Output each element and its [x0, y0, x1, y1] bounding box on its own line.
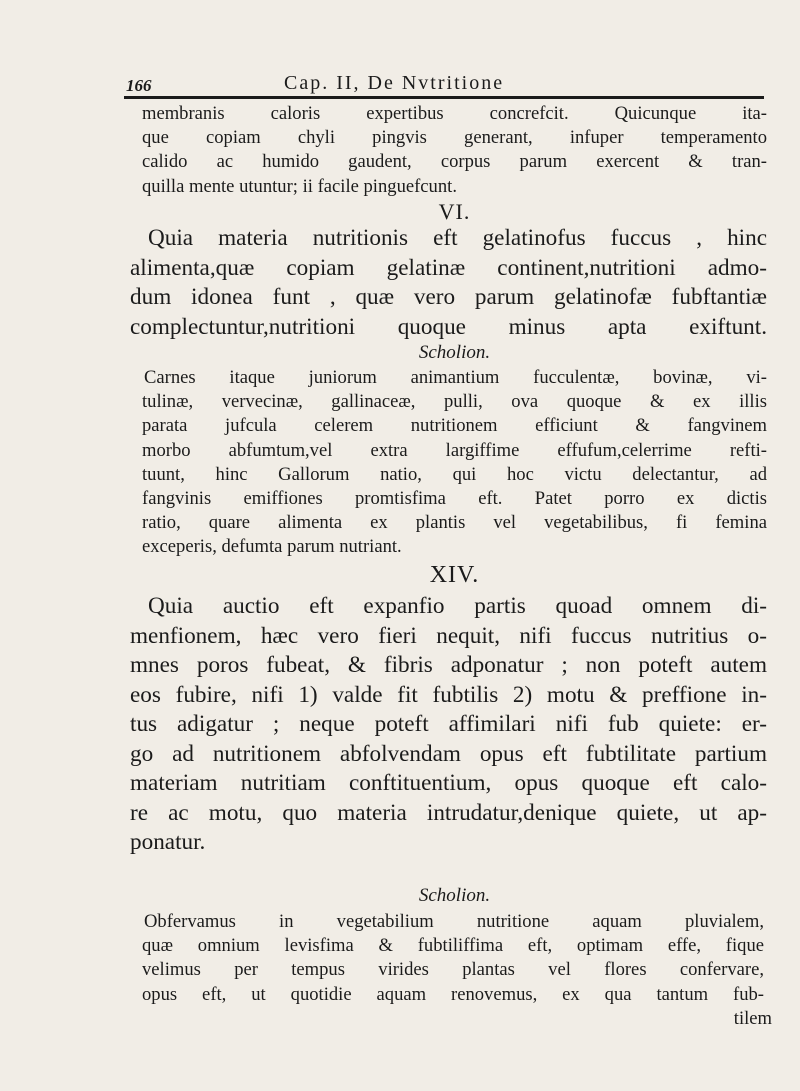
text-line: Carnes itaque juniorum animantium fucculentæ, bovinæ, vi-: [144, 367, 767, 388]
text-line: calido ac humido gaudent, corpus parum exercent & tran-: [142, 151, 767, 173]
text-line: opus eft, ut quotidie aquam renovemus, ex qua tantum fub-: [142, 983, 764, 1005]
catchword: tilem: [733, 1008, 772, 1029]
text-line: complectuntur,nutritioni quoque minus apta exiftunt.: [130, 313, 767, 340]
text-line: velimus per tempus virides plantas vel flores confervare,: [142, 959, 764, 981]
text-line: que copiam chyli pingvis generant, infuper temperamento: [142, 127, 767, 149]
text-line: eos fubire, nifi 1) valde fit fubtilis 2) motu & preffione in-: [130, 681, 767, 708]
text-line: alimenta,quæ copiam gelatinæ continent,nutritioni admo-: [130, 254, 767, 281]
text-line: materiam nutritiam conftituentium, opus quoque eft calo-: [130, 770, 767, 796]
paragraph-continuation: [142, 102, 767, 199]
text-line: tus adigatur ; neque poteft affimilari nifi fub quiete: er-: [130, 711, 767, 737]
text-line: dum idonea funt , quæ vero parum gelatinofæ fubftantiæ: [130, 284, 767, 310]
text-line: ponatur.: [130, 829, 206, 855]
text-line: parata jufcula celerem nutritionem efficiunt & fangvinem: [142, 415, 767, 437]
running-title: Cap. II, De Nvtritione: [284, 72, 505, 94]
scholion-1-text: [142, 366, 767, 560]
text-line: ratio, quare alimenta ex plantis vel vegetabilibus, fi femina: [142, 512, 767, 534]
text-line: menfionem, hæc vero fieri nequit, nifi fuccus nutritius o-: [130, 622, 767, 649]
section-number-vi: VI.: [438, 199, 471, 224]
text-line: re ac motu, quo materia intrudatur,denique quiete, ut ap-: [130, 799, 767, 826]
scholion-2-text: [142, 910, 764, 1007]
page-header: [124, 70, 764, 96]
text-line: mnes poros fubeat, & fibris adponatur ; non poteft autem: [130, 652, 767, 678]
scholion-heading: Scholion.: [418, 885, 491, 906]
text-line: Quia materia nutritionis eft gelatinofus fuccus , hinc: [148, 225, 767, 251]
header-rule: [124, 96, 764, 99]
text-line: go ad nutritionem abfolvendam opus eft fubtilitate partium: [130, 740, 767, 767]
text-line: Obfervamus in vegetabilium nutritione aquam pluvialem,: [144, 911, 764, 932]
text-line: tulinæ, vervecinæ, gallinaceæ, pulli, ova quoque & ex illis: [142, 391, 767, 413]
text-line: morbo abfumtum,vel extra largiffime effufum,celerrime refti-: [142, 439, 767, 461]
aphorism-vi: [130, 224, 767, 342]
text-line: quilla mente utuntur; ii facile pinguefcunt.: [142, 175, 457, 197]
text-line: tuunt, hinc Gallorum natio, qui hoc victu delectantur, ad: [142, 463, 767, 485]
text-line: exceperis, defumta parum nutriant.: [142, 536, 402, 558]
aphorism-xiv: [130, 592, 767, 858]
scholion-heading: Scholion.: [418, 342, 491, 363]
text-line: fangvinis emiffiones promtisfima eft. Patet porro ex dictis: [142, 488, 767, 510]
page-number: 166: [126, 76, 152, 95]
text-line: quæ omnium levisfima & fubtiliffima eft, optimam effe, fique: [142, 935, 764, 957]
text-line: Quia auctio eft expanfio partis quoad omnem di-: [148, 593, 767, 619]
text-line: membranis caloris expertibus concrefcit. Quicunque ita-: [142, 103, 767, 124]
section-number-xiv: XIV.: [429, 562, 480, 588]
